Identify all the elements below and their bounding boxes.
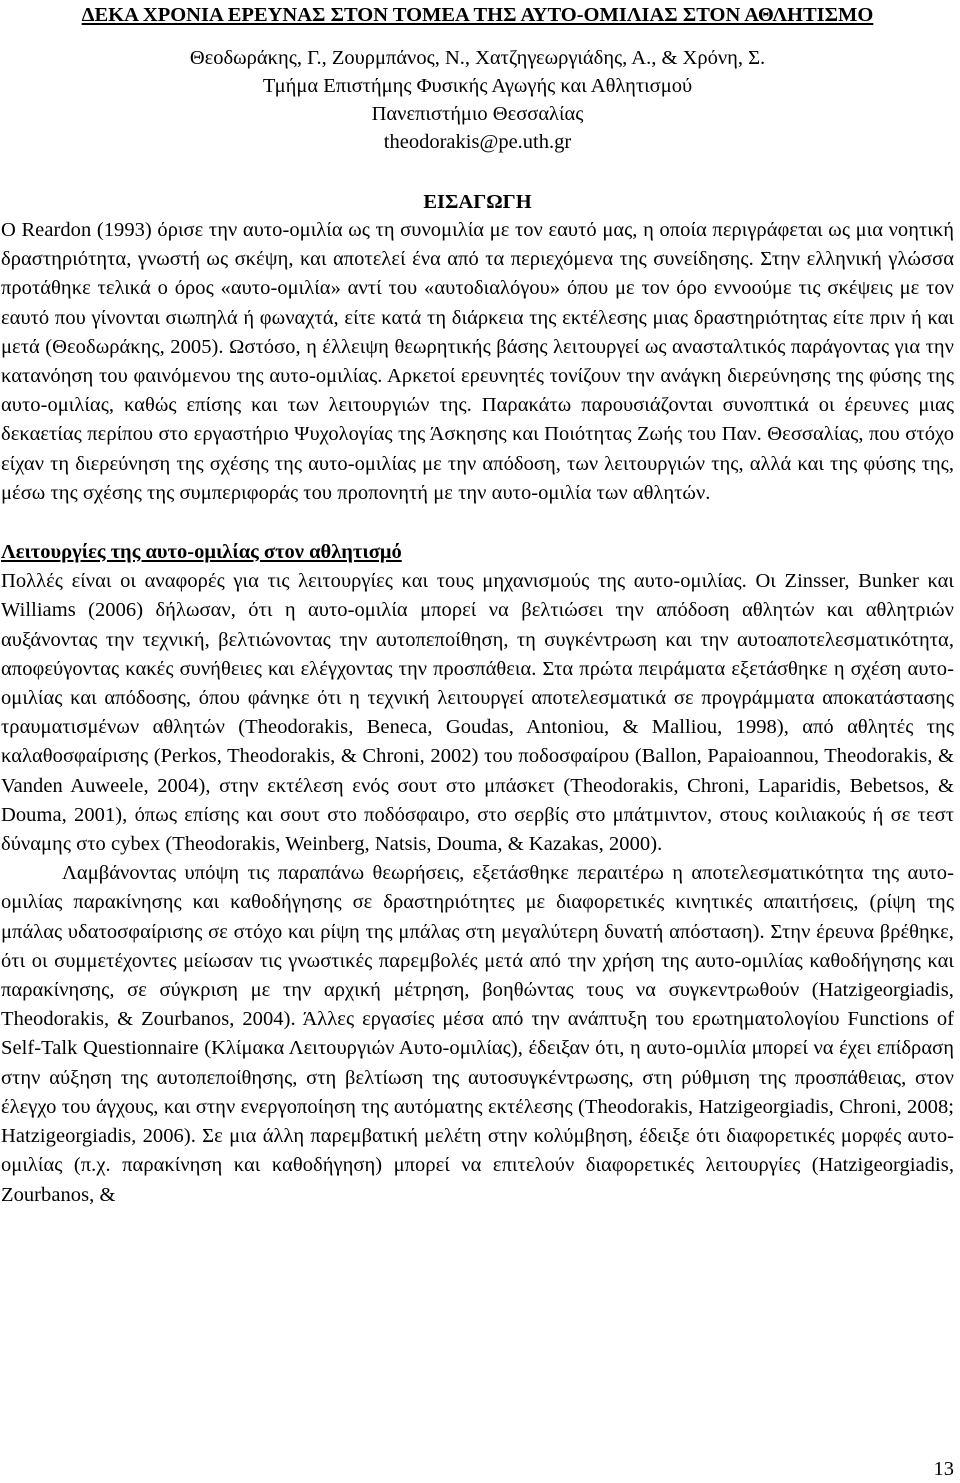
author-email: theodorakis@pe.uth.gr <box>383 131 572 153</box>
functions-paragraph-1: Πολλές είναι οι αναφορές για τις λειτουργίες και τους μηχανισμούς της αυτο-ομιλίας. Οι Zinsser, Bunker και Williams (2006) δήλωσαν, ότι η αυτο-ομιλία μπορεί να βελτιώσει την απόδοση αθλητών και αθλητριών αυξάνοντας την τεχνική, βελτιώνοντας την αυτοπεποίθηση, τη συγκέντρωση και την αυτοαποτελεσματικότητα, αποφεύγοντας κακές συνήθειες και ελέγχοντας την προσπάθεια. Στα πρώτα πειράματα εξετάσθηκε η σχέση αυτο-ομιλίας και απόδοσης, όπου φάνηκε ότι η τεχνική λειτουργεί αποτελεσματικά σε προγράμματα αποκατάστασης τραυματισμένων αθλητών (Theodorakis, Beneca, Goudas, Antoniou, & Malliou, 1998), από αθλητές της καλαθοσφαίρισης (Perkos, Theodorakis, & Chroni, 2002) του ποδοσφαίρου (Ballon, Papaioannou, Theodorakis, & Vanden Auweele, 2004), στην εκτέλεση ενός σουτ στο μπάσκετ (Theodorakis, Chroni, Laparidis, Bebetsos, & Douma, 2001), όπως επίσης και σουτ στο ποδόσφαιρο, στο σερβίς στο μπάτμιντον, στους κοιλιακούς ή σε τεστ δύναμης στο cybex (Theodorakis, Weinberg, Natsis, Douma, & Kazakas, 2000). <box>1 570 954 856</box>
author-block <box>1 44 954 156</box>
functions-section-heading: Λειτουργίες της αυτο-ομιλίας στον αθλητισμό <box>1 541 402 564</box>
paper-title: ΔΕΚΑ ΧΡΟΝΙΑ ΕΡΕΥΝΑΣ ΣΤΟΝ ΤΟΜΕΑ ΤΗΣ ΑΥΤΟ-ΟΜΙΛΙΑΣ ΣΤΟΝ ΑΘΛΗΤΙΣΜΟ <box>81 4 874 26</box>
author-names: Θεοδωράκης, Γ., Ζουρμπάνος, Ν., Χατζηγεωργιάδης, Α., & Χρόνη, Σ. <box>189 47 766 69</box>
affiliation-department: Τμήμα Επιστήμης Φυσικής Αγωγής και Αθλητισμού <box>262 75 693 97</box>
functions-paragraph-2: Λαμβάνοντας υπόψη τις παραπάνω θεωρήσεις, εξετάσθηκε περαιτέρω η αποτελεσματικότητα της αυτο-ομιλίας παρακίνησης και καθοδήγησης σε δραστηριότητες με διαφορετικές κινητικές απαιτήσεις, (ρίψη της μπάλας υδατοσφαίρισης σε στόχο και ρίψη της μπάλας στη μεγαλύτερη δυνατή απόσταση). Στην έρευνα βρέθηκε, ότι οι συμμετέχοντες μείωσαν τις γνωστικές παρεμβολές μετά από την χρήση της αυτο-ομιλίας καθοδήγησης και παρακίνησης, σε σύγκριση με την αρχική μέτρηση, βοηθώντας τους να συγκεντρωθούν (Hatzigeorgiadis, Theodorakis, & Zourbanos, 2004). Άλλες εργασίες μέσα από την ανάπτυξη του ερωτηματολογίου Functions of Self-Talk Questionnaire (Κλίμακα Λειτουργιών Αυτο-ομιλίας), έδειξαν ότι, η αυτο-ομιλία μπορεί να έχει επίδραση στην αύξηση της αυτοπεποίθησης, στη βελτίωση της αυτοσυγκέντρωσης, στη ρύθμιση της προσπάθειας, στον έλεγχο του άγχους, και στην ενεργοποίηση της αυτόματης εκτέλεσης (Theodorakis, Hatzigeorgiadis, Chroni, 2008; Hatzigeorgiadis, 2006). Σε μια άλλη παρεμβατική μελέτη στην κολύμβηση, έδειξε ότι διαφορετικές μορφές αυτο-ομιλίας (π.χ. παρακίνηση και καθοδήγηση) μπορεί να επιτελούν διαφορετικές λειτουργίες (Hatzigeorgiadis, Zourbanos, & <box>1 862 954 1206</box>
introduction-heading: ΕΙΣΑΓΩΓΗ <box>423 191 532 213</box>
affiliation-university: Πανεπιστήμιο Θεσσαλίας <box>371 103 584 125</box>
page-number: 13 <box>933 1458 954 1480</box>
introduction-paragraph: Ο Reardon (1993) όρισε την αυτο-ομιλία ως τη συνομιλία με τον εαυτό μας, η οποία περιγράφεται ως μια νοητική δραστηριότητα, γνωστή ως σκέψη, και αποτελεί ένα από τα περιεχόμενα της συνείδησης. Στην ελληνική γλώσσα προτάθηκε τελικά ο όρος «αυτο-ομιλία» αντί του «αυτοδιαλόγου» όπου με τον όρο εννοούμε τις σκέψεις με τον εαυτό που γίνονται σιωπηλά ή φωναχτά, είτε κατά τη διάρκεια της εκτέλεσης μιας δραστηριότητας είτε πριν ή και μετά (Θεοδωράκης, 2005). Ωστόσο, η έλλειψη θεωρητικής βάσης λειτουργεί ως ανασταλτικός παράγοντας για την κατανόηση του φαινόμενου της αυτο-ομιλίας. Αρκετοί ερευνητές τονίζουν την ανάγκη διερεύνησης της φύσης της αυτο-ομιλίας, καθώς επίσης και των λειτουργιών της. Παρακάτω παρουσιάζονται συνοπτικά οι έρευνες μιας δεκαετίας περίπου στο εργαστήριο Ψυχολογίας της Άσκησης και Ποιότητας Ζωής του Παν. Θεσσαλίας, που στόχο είχαν τη διερεύνηση της σχέσης της αυτο-ομιλίας με την απόδοση, των λειτουργιών της, αλλά και της φύσης της, μέσω της σχέσης της συμπεριφοράς του προπονητή με την αυτο-ομιλία των αθλητών. <box>1 219 954 504</box>
